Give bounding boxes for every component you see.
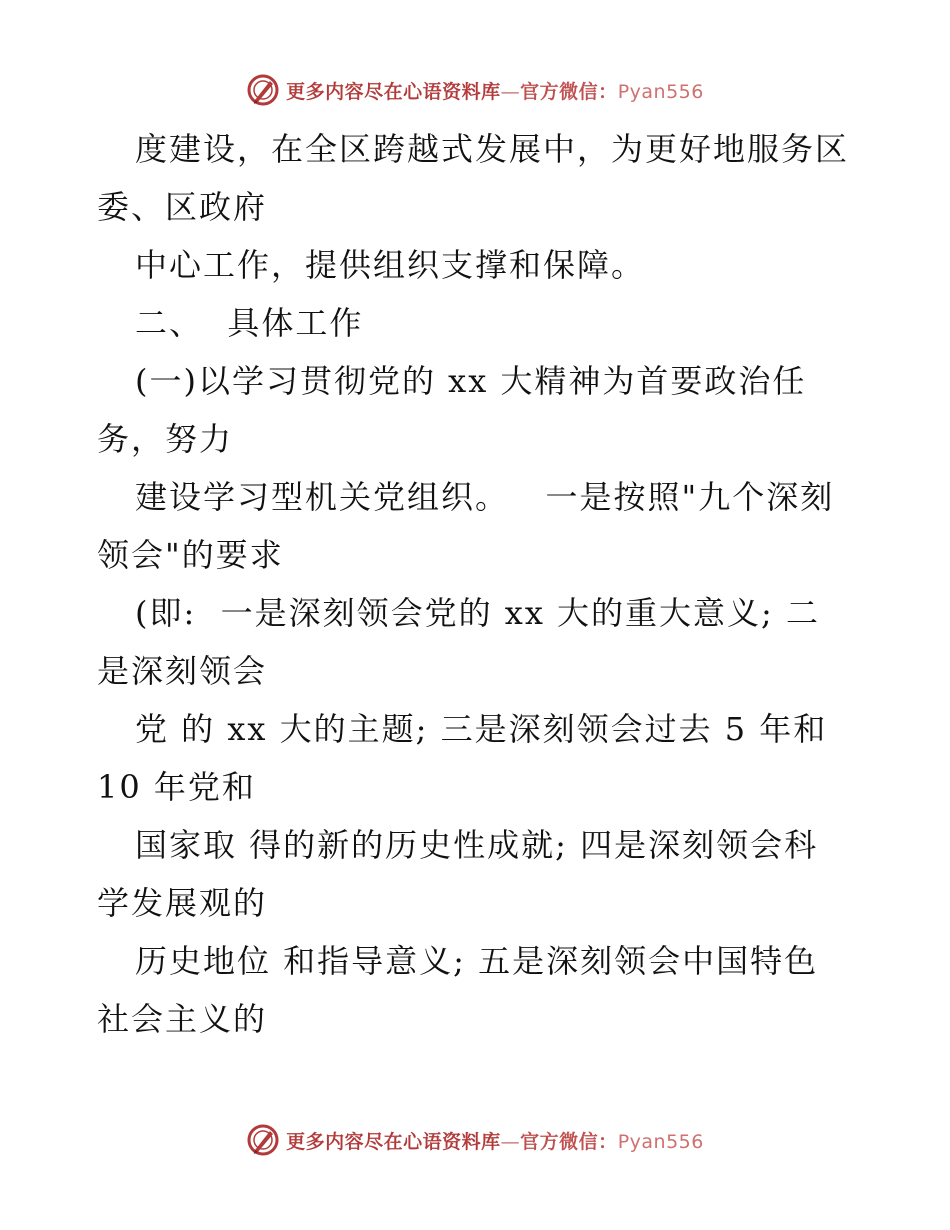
footer-banner [0,1120,950,1160]
banner-text [286,77,704,104]
body-line: 国家取 得的新的历史性成就; 四是深刻领会科 [135,826,819,864]
body-line: 是深刻领会 [97,652,268,690]
body-line: 中心工作，提供组织支撑和保障。 [135,246,646,284]
banner-wechat-id: Pyan556 [617,80,704,103]
body-line: 学发展观的 [97,884,268,922]
header-banner [0,70,950,110]
body-line: 10 年党和 [97,768,256,806]
body-line: (即: 一是深刻领会党的 xx 大的重大意义; 二 [135,594,821,632]
body-line: 历史地位 和指导意义; 五是深刻领会中国特色 [135,942,819,980]
body-line: 委、区政府 [97,188,268,226]
pen-circle-logo-icon [246,73,280,107]
body-line: 党 的 xx 大的主题; 三是深刻领会过去 5 年和 [135,710,828,748]
body-line: 社会主义的 [97,1000,268,1038]
banner-main-text: 更多内容尽在心语资料库 [286,80,501,103]
banner-wechat-id: Pyan556 [617,1130,704,1153]
body-line: (一)以学习贯彻党的 xx 大精神为首要政治任 [135,362,807,400]
banner-dash: — [500,80,521,103]
footer-banner-inner [246,1123,704,1157]
body-line: 务，努力 [97,420,234,458]
body-line: 度建设，在全区跨越式发展中，为更好地服务区 [135,130,850,168]
section-heading: 二、 具体工作 [135,304,364,342]
banner-text [286,1127,704,1154]
pen-circle-logo-icon [246,1123,280,1157]
banner-official-label: 官方微信： [520,80,618,103]
banner-dash: — [500,1130,521,1153]
document-body [97,120,867,1048]
banner-official-label: 官方微信： [520,1130,618,1153]
body-line: 建设学习型机关党组织。 一是按照"九个深刻 [135,478,835,516]
body-line: 领会"的要求 [97,536,284,574]
header-banner-inner [246,73,704,107]
banner-main-text: 更多内容尽在心语资料库 [286,1130,501,1153]
